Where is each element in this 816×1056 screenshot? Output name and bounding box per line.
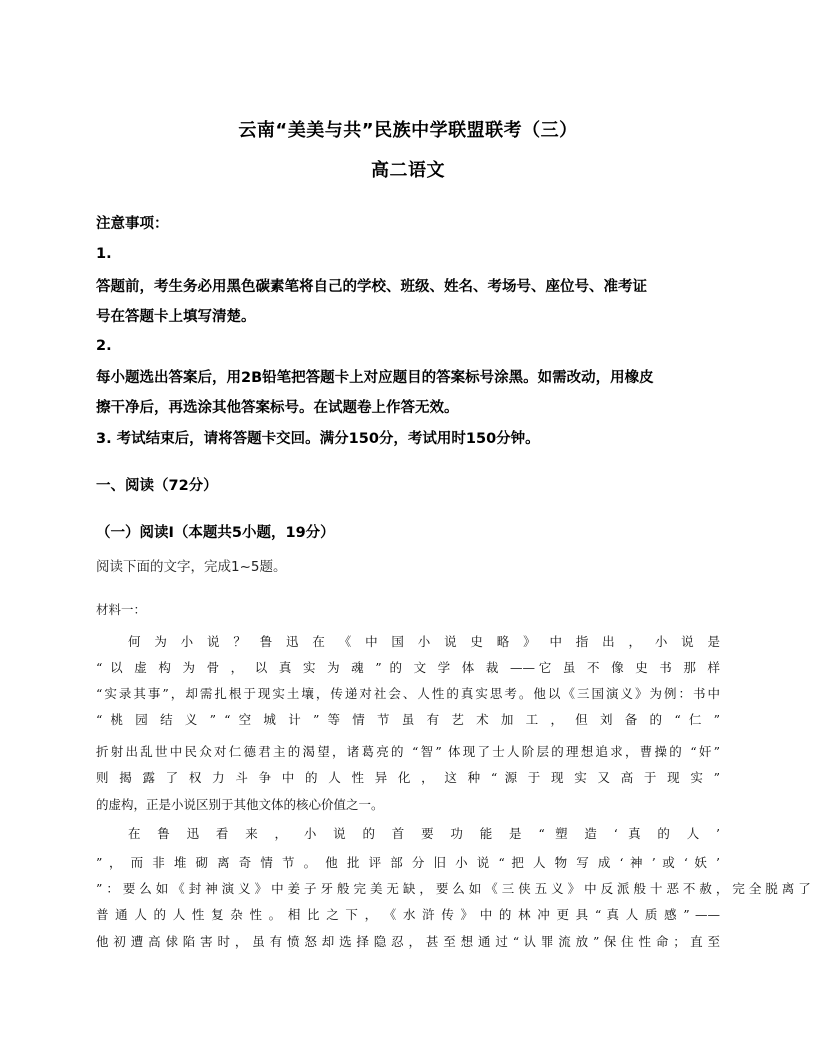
passage-line: 他 初 遭 高 俅 陷 害 时 ， 虽 有 愤 怒 却 选 择 隐 忍 ， 甚 至 想 通 过 “ 认 罪 流 放 ” 保 住 性 命 ； 直 至 xyxy=(96,934,720,949)
passage-line: “ 桃 园 结 义 ” “ 空 城 计 ” 等 情 节 虽 有 艺 术 加 工 ， 但 刘 备 的 “ 仁 ” xyxy=(96,712,720,727)
passage-line: 在 鲁 迅 看 来 ， 小 说 的 首 要 功 能 是 “ 塑 造 ‘ 真 的 人 ’ xyxy=(128,826,720,841)
exam-title: 云南“美美与共”民族中学联盟联考（三） xyxy=(238,120,578,141)
reading-instruction: 阅读下面的文字，完成1~5题。 xyxy=(96,559,287,575)
subject-title: 高二语文 xyxy=(371,160,445,181)
notice-item-2-line-1: 每小题选出答案后，用2B铅笔把答题卡上对应题目的答案标号涂黑。如需改动，用橡皮 xyxy=(96,370,654,386)
passage-line: ” ： 要 么 如 《 封 神 演 义 》 中 姜 子 牙 般 完 美 无 缺 ， 要 么 如 《 三 侠 五 义 》 中 反 派 般 十 恶 不 赦 ， 完 全 脱 离 了 xyxy=(96,881,811,896)
notice-heading: 注意事项： xyxy=(96,216,169,232)
notice-item-2-line-2: 擦干净后，再选涂其他答案标号。在试题卷上作答无效。 xyxy=(96,400,459,416)
passage-line: “实录其事”，却需扎根于现实土壤，传递对社会、人性的真实思考。他以《三国演义》为例：书中 xyxy=(96,686,720,701)
passage-line: “ 以 虚 构 为 骨 ， 以 真 实 为 魂 ” 的 文 学 体 裁 ——它 虽 不 像 史 书 那 样 xyxy=(96,660,720,675)
passage-line: 的虚构，正是小说区别于其他文体的核心价值之一。 xyxy=(96,797,384,812)
notice-item-1-line-2: 号在答题卡上填写清楚。 xyxy=(96,309,256,325)
notice-item-number-2: 2. xyxy=(96,338,112,354)
notice-item-1-line-1: 答题前，考生务必用黑色碳素笔将自己的学校、班级、姓名、考场号、座位号、准考证 xyxy=(96,279,647,295)
notice-item-3: 3. 考试结束后，请将答题卡交回。满分150分，考试用时150分钟。 xyxy=(96,431,540,447)
passage-line: 何 为 小 说 ？ 鲁 迅 在 《 中 国 小 说 史 略 》 中 指 出 ， 小 说 是 xyxy=(128,634,720,649)
subsection-heading: （一）阅读Ⅰ（本题共5小题，19分） xyxy=(96,525,335,541)
passage-line: 则 揭 露 了 权 力 斗 争 中 的 人 性 异 化 ， 这 种 “ 源 于 现 实 又 高 于 现 实 ” xyxy=(96,770,720,785)
passage-line: ” ， 而 非 堆 砌 离 奇 情 节 。 他 批 评 部 分 旧 小 说 “ 把 人 物 写 成 ‘ 神 ’ 或 ‘ 妖 ’ xyxy=(96,855,720,870)
material-label: 材料一： xyxy=(96,602,147,617)
section-heading: 一、阅读（72分） xyxy=(96,478,218,494)
notice-item-number-1: 1. xyxy=(96,246,112,262)
passage-line: 折射出乱世中民众对仁德君主的渴望，诸葛亮的 “智” 体现了士人阶层的理想追求，曹操的 “奸” xyxy=(96,744,720,759)
passage-line: 普 通 人 的 人 性 复 杂 性 。 相 比 之 下 ， 《 水 浒 传 》 中 的 林 冲 更 具 “ 真 人 质 感 ” —— xyxy=(96,907,720,922)
